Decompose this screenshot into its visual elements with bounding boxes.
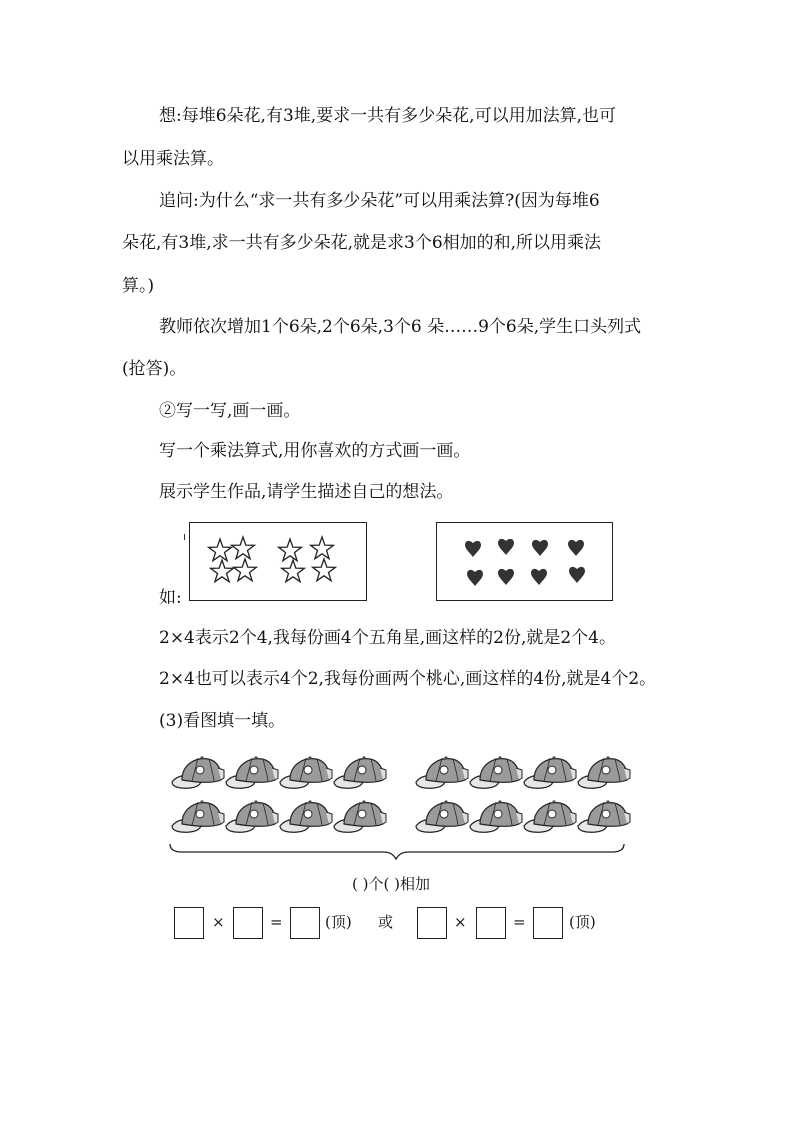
cap-icon	[334, 756, 386, 788]
answer-box-3[interactable]	[290, 907, 320, 939]
cap-icon	[578, 800, 630, 832]
explanation-2: 2×4也可以表示4个2,我每份画两个桃心,画这样的4份,就是4个2。	[159, 669, 657, 689]
cap-icon	[470, 800, 522, 832]
answer-box-6[interactable]	[533, 907, 563, 939]
text-line-8: ②写一写,画一画。	[159, 401, 301, 421]
text-line-9: 写一个乘法算式,用你喜欢的方式画一画。	[159, 441, 471, 461]
cap-icon	[416, 756, 468, 788]
star-group	[190, 523, 366, 600]
heart-icon	[498, 569, 514, 585]
cap-icon	[226, 800, 278, 832]
caps-illustration	[160, 750, 640, 855]
heart-icon	[465, 541, 481, 557]
star-icon	[282, 560, 305, 582]
text-line-3: 追问:为什么“求一共有多少朵花”可以用乘法算?(因为每堆6	[159, 191, 600, 211]
star-icon	[311, 537, 334, 559]
small-mark	[184, 534, 185, 540]
answer-box-4[interactable]	[417, 907, 447, 939]
cap-icon	[280, 756, 332, 788]
star-icon	[234, 559, 257, 581]
text-line-5: 算。)	[122, 276, 155, 296]
heart-drawing-box	[436, 522, 613, 601]
star-icon	[232, 537, 255, 559]
heart-icon	[498, 539, 514, 555]
cap-icon	[578, 756, 630, 788]
heart-group	[437, 523, 612, 600]
text-line-6: 教师依次增加1个6朵,2个6朵,3个6 朵……9个6朵,学生口头列式	[159, 317, 642, 337]
answer-box-2[interactable]	[233, 907, 263, 939]
star-icon	[313, 559, 336, 581]
answer-box-1[interactable]	[174, 907, 204, 939]
cap-icon	[280, 800, 332, 832]
star-icon	[211, 560, 234, 582]
cap-icon	[172, 800, 224, 832]
heart-icon	[568, 540, 584, 556]
cap-icon	[524, 756, 576, 788]
brace-caption: ( )个( )相加	[352, 875, 430, 893]
equals-sign-2: =	[513, 913, 526, 931]
heart-icon	[467, 570, 483, 586]
equals-sign-1: =	[270, 913, 283, 931]
text-line-4: 朵花,有3堆,求一共有多少朵花,就是求3个6相加的和,所以用乘法	[122, 233, 602, 253]
heart-icon	[531, 569, 547, 585]
cap-icon	[416, 800, 468, 832]
unit-label-2: (顶)	[569, 913, 596, 931]
section-title: (3)看图填一填。	[159, 711, 286, 731]
text-line-7: (抢答)。	[122, 359, 187, 379]
grouping-brace	[168, 842, 628, 862]
times-sign-1: ×	[212, 913, 225, 931]
text-line-10: 展示学生作品,请学生描述自己的想法。	[159, 482, 454, 502]
text-line-1: 想:每堆6朵花,有3堆,要求一共有多少朵花,可以用加法算,也可	[159, 106, 616, 126]
cap-icon	[524, 800, 576, 832]
cap-icon	[470, 756, 522, 788]
unit-label-1: (顶)	[325, 913, 352, 931]
star-drawing-box	[189, 522, 367, 601]
heart-icon	[532, 540, 548, 556]
times-sign-2: ×	[454, 913, 467, 931]
or-label: 或	[378, 913, 394, 931]
explanation-1: 2×4表示2个4,我每份画4个五角星,画这样的2份,就是2个4。	[159, 628, 616, 648]
example-label: 如:	[159, 588, 182, 608]
answer-box-5[interactable]	[476, 907, 506, 939]
cap-icon	[226, 756, 278, 788]
star-icon	[209, 539, 232, 561]
cap-icon	[172, 756, 224, 788]
heart-icon	[569, 567, 585, 583]
star-icon	[279, 539, 302, 561]
cap-icon	[334, 800, 386, 832]
text-line-2: 以用乘法算。	[122, 149, 224, 169]
